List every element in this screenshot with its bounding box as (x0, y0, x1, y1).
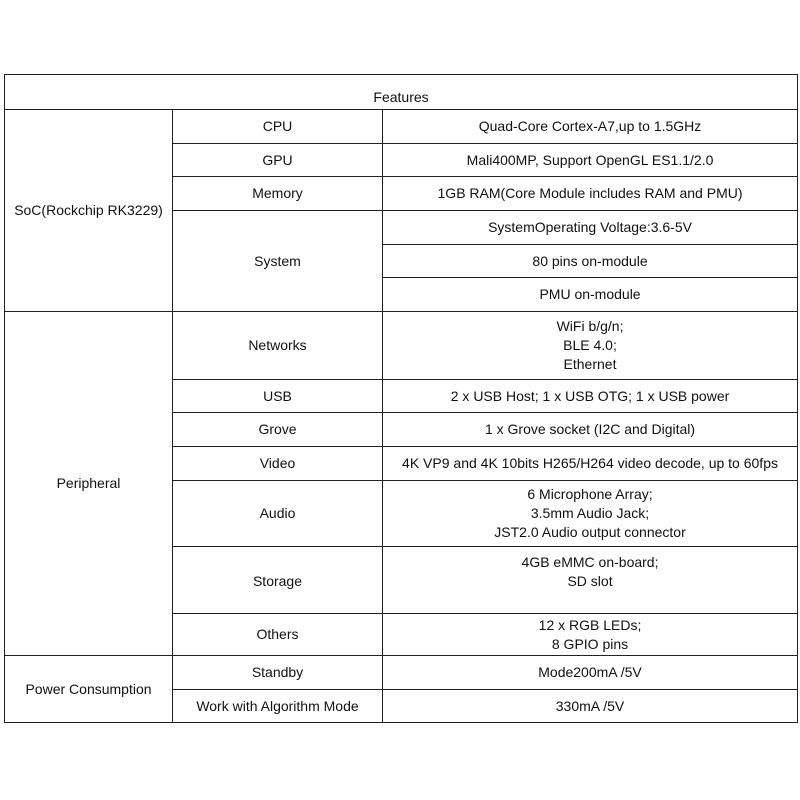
category-peripheral: Peripheral (5, 312, 173, 656)
features-table (4, 74, 798, 723)
item-networks: Networks (173, 312, 383, 380)
item-others: Others (173, 614, 383, 656)
value-algorithm-mode: 330mA /5V (383, 690, 798, 723)
value-standby: Mode200mA /5V (383, 656, 798, 690)
item-system: System (173, 211, 383, 312)
value-grove: 1 x Grove socket (I2C and Digital) (383, 413, 798, 447)
item-video: Video (173, 447, 383, 481)
value-system-voltage: SystemOperating Voltage:3.6-5V (383, 211, 798, 245)
item-storage: Storage (173, 547, 383, 614)
value-line: 8 GPIO pins (551, 635, 629, 652)
table-row (5, 312, 798, 380)
table-row (5, 110, 798, 144)
value-line: WiFi b/g/n; (556, 318, 624, 334)
value-line: 4GB eMMC on-board; (521, 554, 659, 570)
value-gpu: Mali400MP, Support OpenGL ES1.1/2.0 (383, 144, 798, 177)
value-system-pmu: PMU on-module (383, 278, 798, 312)
value-line: 3.5mm Audio Jack; (530, 505, 650, 521)
table-row (5, 656, 798, 690)
item-grove: Grove (173, 413, 383, 447)
item-standby: Standby (173, 656, 383, 690)
item-algorithm-mode: Work with Algorithm Mode (173, 690, 383, 723)
value-storage (383, 547, 798, 614)
item-audio: Audio (173, 481, 383, 547)
value-line: 6 Microphone Array; (527, 486, 653, 502)
value-others (383, 614, 798, 656)
value-line: 12 x RGB LEDs; (538, 616, 642, 633)
item-gpu: GPU (173, 144, 383, 177)
value-video: 4K VP9 and 4K 10bits H265/H264 video decode, up to 60fps (383, 447, 798, 481)
value-system-pins: 80 pins on-module (383, 245, 798, 278)
table-title-row (5, 75, 798, 110)
category-soc: SoC(Rockchip RK3229) (5, 110, 173, 312)
item-memory: Memory (173, 177, 383, 211)
value-networks (383, 312, 798, 380)
value-line: JST2.0 Audio output connector (494, 524, 686, 540)
table-title: Features (5, 75, 798, 110)
value-audio (383, 481, 798, 547)
value-line: SD slot (567, 573, 613, 589)
item-usb: USB (173, 380, 383, 413)
value-memory: 1GB RAM(Core Module includes RAM and PMU) (383, 177, 798, 211)
category-power: Power Consumption (5, 656, 173, 723)
value-cpu: Quad-Core Cortex-A7,up to 1.5GHz (383, 110, 798, 144)
value-usb: 2 x USB Host; 1 x USB OTG; 1 x USB power (383, 380, 798, 413)
value-line: BLE 4.0; (563, 337, 617, 353)
value-line: Ethernet (563, 356, 617, 372)
item-cpu: CPU (173, 110, 383, 144)
